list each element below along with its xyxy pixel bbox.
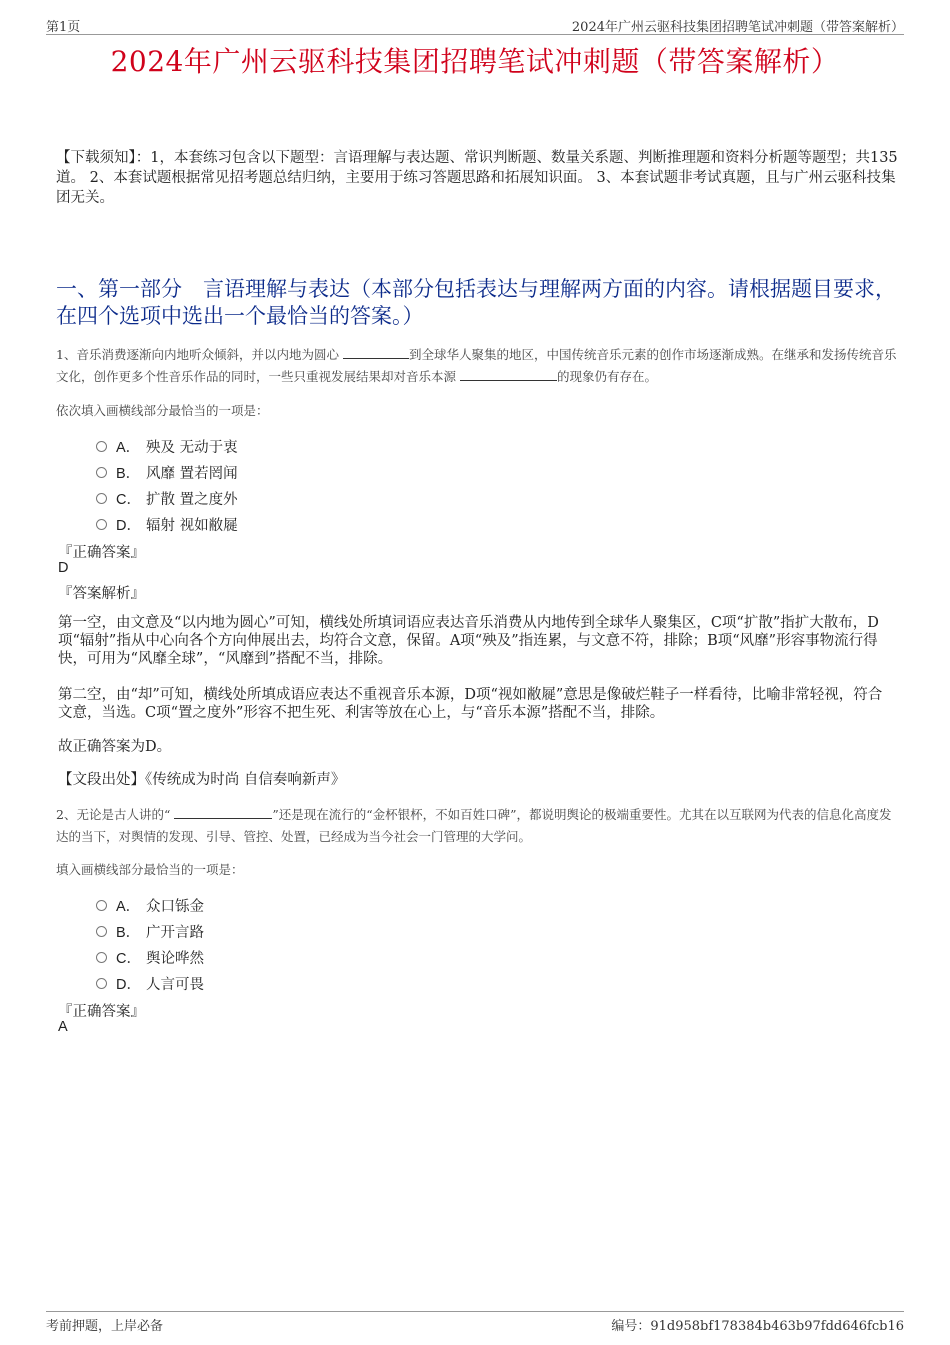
q2-options	[96, 892, 204, 996]
radio-icon[interactable]	[96, 519, 107, 530]
option-text: 辐射 视如敝屣	[146, 517, 238, 534]
q2-option-b[interactable]	[96, 918, 204, 944]
q1-instruction: 依次填入画横线部分最恰当的一项是：	[56, 403, 269, 418]
option-text: 舆论哗然	[146, 950, 204, 967]
option-text: 扩散 置之度外	[146, 491, 238, 508]
q1-answer: D	[58, 560, 69, 576]
q1-options	[96, 433, 238, 537]
radio-icon[interactable]	[96, 926, 107, 937]
option-letter: A．	[116, 898, 141, 915]
option-letter: C．	[116, 950, 141, 967]
q1-option-a[interactable]	[96, 433, 238, 459]
q1-analysis-paragraph-2: 第二空，由“却”可知，横线处所填成语应表达不重视音乐本源，D项“视如敝屣”意思是像破烂鞋子一样看待，比喻非常轻视，符合文意，当选。C项“置之度外”形容不把生死、利害等放在心上，与“音乐本源”搭配不当，排除。	[58, 687, 883, 721]
option-text: 殃及 无动于衷	[146, 439, 238, 456]
radio-icon[interactable]	[96, 900, 107, 911]
option-letter: C．	[116, 491, 141, 508]
q2-instruction: 填入画横线部分最恰当的一项是：	[56, 862, 244, 877]
footer-slogan: 考前押题，上岸必备	[46, 1319, 164, 1334]
q1-source: 【文段出处】《传统成为时尚 自信奏响新声》	[58, 772, 346, 788]
q1-blank-2	[460, 367, 557, 381]
q2-stem-part-a: 2、无论是古人讲的“	[56, 807, 175, 822]
footer-doc-id: 编号：91d958bf178384b463b97fdd646fcb16	[611, 1319, 904, 1334]
option-text: 众口铄金	[146, 898, 204, 915]
option-text: 人言可畏	[146, 976, 204, 993]
q1-answer-label: 『正确答案』	[58, 545, 145, 561]
radio-icon[interactable]	[96, 441, 107, 452]
q1-stem-part-c: 的现象仍有存在。	[556, 369, 657, 384]
option-letter: B．	[116, 924, 141, 941]
question-1-stem	[56, 344, 901, 388]
q1-option-d[interactable]	[96, 511, 238, 537]
q1-conclusion: 故正确答案为D。	[58, 739, 172, 755]
radio-icon[interactable]	[96, 493, 107, 504]
header-doc-title: 2024年广州云驱科技集团招聘笔试冲刺题（带答案解析）	[571, 20, 904, 35]
q1-option-c[interactable]	[96, 485, 238, 511]
download-notice: 【下载须知】：1，本套练习包含以下题型：言语理解与表达题、常识判断题、数量关系题、判断推理题和资料分析题等题型；共135道。 2、本套试题根据常见招考题总结归纳，主要用于练习答题思路和拓展知识面。 3、本套试题非考试真题，且与广州云驱科技集团无关。	[56, 150, 898, 206]
q1-analysis-label: 『答案解析』	[58, 586, 145, 602]
option-text: 广开言路	[146, 924, 204, 941]
q1-analysis-paragraph-1: 第一空，由文意及“以内地为圆心”可知，横线处所填词语应表达音乐消费从内地传到全球华人聚集区，C项“扩散”指扩大散布，D项“辐射”指从中心向各个方向伸展出去，均符合文意，保留。A项“殃及”指连累，与文意不符，排除；B项“风靡”形容事物流行得快，可用为“风靡全球”，“风靡到”搭配不当，排除。	[58, 615, 879, 667]
q2-answer: A	[58, 1019, 68, 1035]
option-letter: D．	[116, 517, 141, 534]
radio-icon[interactable]	[96, 978, 107, 989]
q2-option-d[interactable]	[96, 970, 204, 996]
option-text: 风靡 置若罔闻	[146, 465, 238, 482]
page-footer	[46, 1311, 904, 1338]
q2-option-a[interactable]	[96, 892, 204, 918]
q1-stem-part-a: 1、音乐消费逐渐向内地听众倾斜，并以内地为圆心	[56, 347, 343, 362]
radio-icon[interactable]	[96, 467, 107, 478]
q1-option-b[interactable]	[96, 459, 238, 485]
q2-stem-part-b: ”还是现在流行的“金杯银杯，不如百姓口碑”，都说明舆论的极端重要性。尤其在以互联网为代表的信息化高度发达的当下，对舆情的发现、引导、管控、处置，已经成为当今社会一门管理的大学问。	[56, 807, 892, 844]
q2-blank	[174, 805, 272, 819]
q1-blank-1	[343, 345, 409, 359]
q2-option-c[interactable]	[96, 944, 204, 970]
page-number: 第1页	[46, 20, 81, 35]
option-letter: B．	[116, 465, 141, 482]
page-header	[46, 14, 904, 35]
q2-answer-label: 『正确答案』	[58, 1004, 145, 1020]
option-letter: D．	[116, 976, 141, 993]
section-title: 一、第一部分 言语理解与表达（本部分包括表达与理解两方面的内容。请根据题目要求，在四个选项中选出一个最恰当的答案。）	[56, 277, 896, 328]
question-2-stem	[56, 804, 901, 848]
document-title: 2024年广州云驱科技集团招聘笔试冲刺题（带答案解析）	[110, 45, 840, 78]
radio-icon[interactable]	[96, 952, 107, 963]
option-letter: A．	[116, 439, 141, 456]
q1-stem-part-b: 到全球华人聚集的地区，中国传统音乐元素的创作市场逐渐成熟。在继承和发扬传统音乐文化，创作更多个性音乐作品的同时，一些只重视发展结果却对音乐本源	[56, 347, 897, 384]
